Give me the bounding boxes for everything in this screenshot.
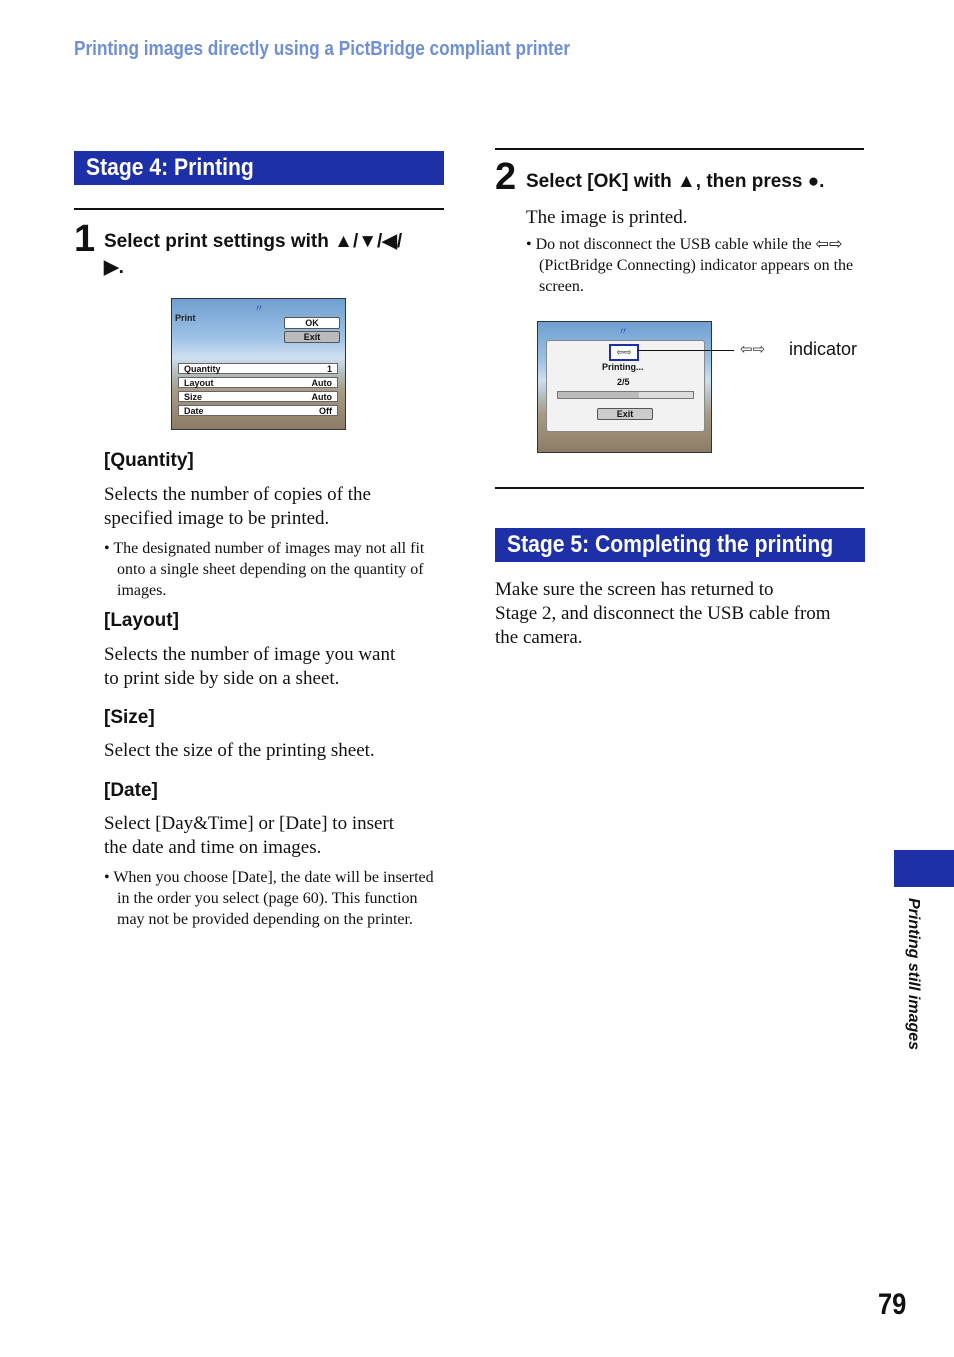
- ok-button[interactable]: OK: [284, 317, 340, 329]
- stage5-title: Stage 5: Completing the printing: [507, 531, 834, 558]
- page-number: 79: [878, 1288, 907, 1321]
- step1-instruction: [104, 229, 444, 281]
- chapter-label: Printing still images: [905, 898, 922, 1051]
- layout-description: [104, 643, 444, 691]
- step1-number: 1: [74, 218, 96, 260]
- setting-row-size[interactable]: [178, 391, 338, 402]
- page-header-title: Printing images directly using a PictBridge compliant printer: [74, 38, 571, 60]
- setting-value: Auto: [311, 378, 332, 388]
- stage5-description: [495, 578, 865, 650]
- divider: [495, 487, 864, 489]
- pictbridge-logo-icon: 〃: [254, 304, 264, 315]
- pictbridge-connecting-icon: ⇦⇨: [740, 342, 766, 358]
- indicator-callout-label: indicator: [789, 339, 858, 359]
- step2-number: 2: [495, 156, 517, 198]
- layout-text-line2: to print side by side on a sheet.: [104, 668, 340, 689]
- divider: [74, 208, 444, 210]
- print-settings-screen: [171, 298, 346, 430]
- setting-name: Quantity: [184, 364, 221, 374]
- stage4-title: Stage 4: Printing: [86, 154, 254, 181]
- layout-heading: [Layout]: [104, 610, 179, 631]
- setting-name: Date: [184, 406, 204, 416]
- quantity-heading: [Quantity]: [104, 450, 194, 471]
- stage5-text-line1: Make sure the screen has returned to: [495, 579, 774, 600]
- step1-line2: ▶.: [104, 257, 124, 278]
- step2-note: • Do not disconnect the USB cable while the ⇦⇨ (PictBridge Connecting) indicator appears on the screen.: [526, 234, 872, 297]
- exit-button[interactable]: Exit: [597, 408, 653, 420]
- date-description: [104, 812, 444, 860]
- date-heading: [Date]: [104, 780, 158, 801]
- setting-value: 1: [326, 364, 332, 374]
- quantity-description: [104, 483, 444, 531]
- setting-row-layout[interactable]: [178, 377, 338, 388]
- printing-status: Printing...: [602, 362, 644, 372]
- chapter-tab: [894, 850, 954, 887]
- stage5-text-line2: Stage 2, and disconnect the USB cable from: [495, 603, 831, 624]
- setting-value: Auto: [311, 392, 332, 402]
- date-text-line1: Select [Day&Time] or [Date] to insert: [104, 813, 395, 834]
- layout-text-line1: Selects the number of image you want: [104, 644, 396, 665]
- screen-print-label: Print: [175, 313, 196, 323]
- setting-row-quantity[interactable]: [178, 363, 338, 374]
- printing-dialog: [546, 340, 705, 432]
- quantity-text-line1: Selects the number of copies of the: [104, 484, 371, 505]
- print-count: 2/5: [617, 377, 630, 387]
- progress-fill: [558, 392, 639, 398]
- step1-line1: Select print settings with ▲/▼/◀/: [104, 231, 403, 252]
- exit-button[interactable]: Exit: [284, 331, 340, 343]
- setting-value: Off: [319, 406, 332, 416]
- step2-result: The image is printed.: [526, 207, 688, 228]
- date-text-line2: the date and time on images.: [104, 837, 322, 858]
- divider: [495, 148, 864, 150]
- callout-line: [637, 350, 734, 351]
- date-note: • When you choose [Date], the date will be inserted in the order you select (page 60). This function may not be provided depending on the printer.: [104, 867, 442, 930]
- size-description: Select the size of the printing sheet.: [104, 740, 375, 761]
- stage4-title-bar: [74, 151, 444, 185]
- pictbridge-connecting-icon: ⇦⇨: [609, 344, 639, 361]
- quantity-text-line2: specified image to be printed.: [104, 508, 330, 529]
- progress-bar: [557, 391, 694, 399]
- printing-screen: [537, 321, 712, 453]
- setting-name: Layout: [184, 378, 214, 388]
- size-heading: [Size]: [104, 707, 155, 728]
- setting-row-date[interactable]: [178, 405, 338, 416]
- quantity-note: • The designated number of images may not all fit onto a single sheet depending on the quantity of images.: [104, 538, 447, 601]
- step2-instruction: Select [OK] with ▲, then press ●.: [526, 171, 825, 192]
- stage5-title-bar: [495, 528, 865, 562]
- pictbridge-logo-icon: 〃: [618, 327, 628, 338]
- stage5-text-line3: the camera.: [495, 627, 583, 648]
- setting-name: Size: [184, 392, 203, 402]
